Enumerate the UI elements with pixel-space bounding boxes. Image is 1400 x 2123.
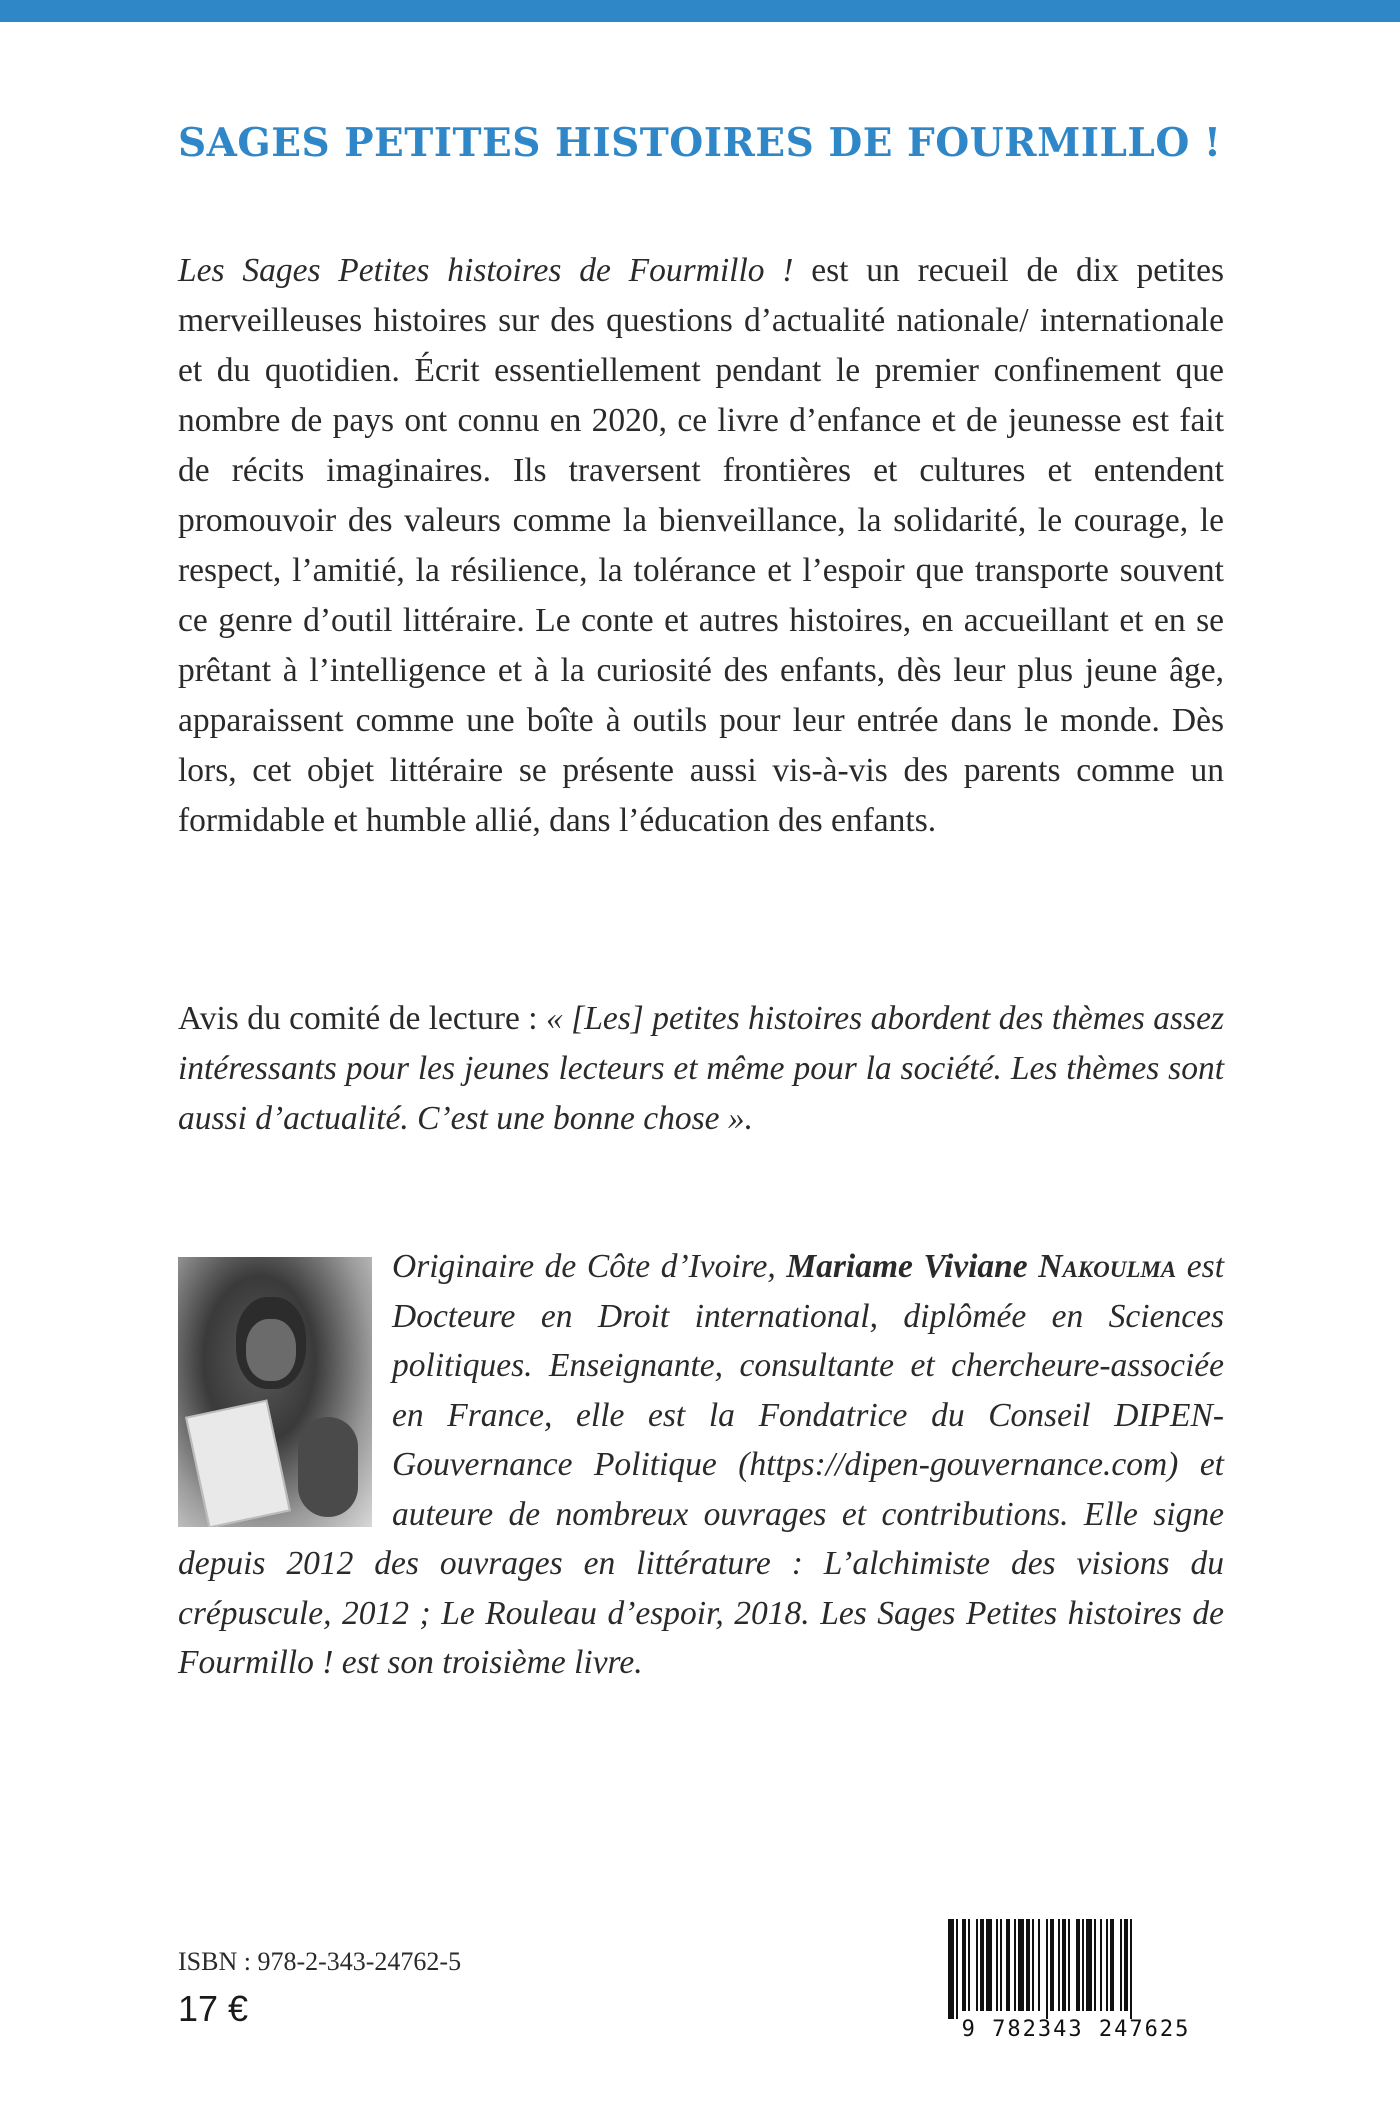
price-label: 17 € bbox=[178, 1988, 249, 2029]
summary-paragraph bbox=[178, 246, 1224, 846]
summary-text: est un recueil de dix petites merveilleuses histoires sur des questions d’actualité nationale/ internationale et du quotidien. Écrit essentiellement pendant le premier confinement que nombre de pays ont connu en 2020, ce livre d’enfance et de jeunesse est fait de récits imaginaires. Ils traversent frontières et cultures et entendent promouvoir des valeurs comme la bienveillance, la solidarité, le courage, le respect, l’amitié, la résilience, la tolérance et l’espoir que transporte souvent ce genre d’outil littéraire. Le conte et autres histoires, en accueillant et en se prêtant à l’intelligence et à la curiosité des enfants, dès leur plus jeune âge, apparaissent comme une boîte à outils pour leur entrée dans le monde. Dès lors, cet objet littéraire se présente aussi vis-à-vis des parents comme un formidable et humble allié, dans l’éducation des enfants. bbox=[178, 252, 1224, 839]
author-intro: Originaire de Côte d’Ivoire, bbox=[392, 1248, 787, 1285]
book-title: SAGES PETITES HISTOIRES DE FOURMILLO ! bbox=[178, 120, 1222, 166]
author-bio-text: est Docteure en Droit international, diplômée en Sciences politiques. Enseignante, consultante et chercheure-associée en France, elle est la Fondatrice du Conseil DIPEN-Gouvernance Politique (https://dipen-gouvernance.com) et auteure de nombreux ouvrages et contributions. Elle signe depuis 2012 des ouvrages en littérature : L’alchimiste des visions du crépuscule, 2012 ; Le Rouleau d’espoir, 2018. Les Sages Petites histoires de Fourmillo ! est son troisième livre. bbox=[178, 1248, 1225, 1681]
review-label: Avis du comité de lecture : bbox=[178, 1000, 546, 1037]
review-paragraph bbox=[178, 994, 1224, 1144]
barcode-number: 9 782343 247625 bbox=[961, 2017, 1191, 2042]
author-bio bbox=[178, 1242, 1224, 1688]
top-color-band bbox=[0, 0, 1400, 22]
isbn-label: ISBN : 978-2-343-24762-5 bbox=[178, 1947, 462, 1976]
review-quote: « [Les] petites histoires abordent des thèmes assez intéressants pour les jeunes lecteurs et même pour la société. Les thèmes sont aussi d’actualité. C’est une bonne chose ». bbox=[178, 1000, 1224, 1137]
author-last-name: Nakoulma bbox=[1038, 1248, 1177, 1285]
summary-book-title: Les Sages Petites histoires de Fourmillo ! bbox=[178, 252, 794, 289]
barcode-bars bbox=[940, 1915, 1212, 2019]
isbn-barcode bbox=[940, 1915, 1212, 2043]
author-first-names: Mariame Viviane bbox=[786, 1248, 1028, 1285]
